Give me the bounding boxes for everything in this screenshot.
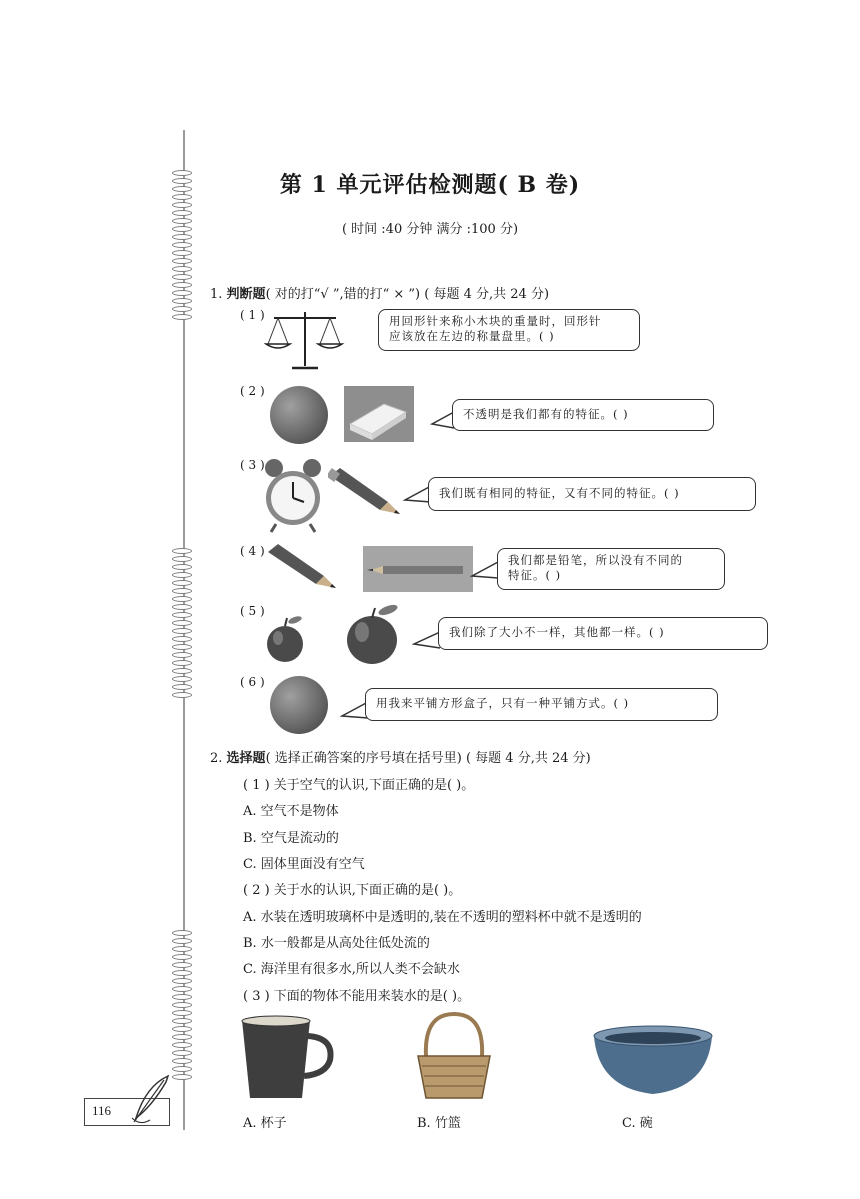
- option-c-label: C. 碗: [622, 1116, 653, 1131]
- statement-bubble-4: [497, 548, 725, 590]
- statement-bubble-2: [452, 399, 714, 431]
- option-a-label: A. 杯子: [243, 1116, 287, 1131]
- alarm-clock-icon: [262, 458, 324, 534]
- cup-icon: [236, 1014, 336, 1102]
- page-subtitle: ( 时间 :40 分钟 满分 :100 分): [341, 222, 519, 237]
- question-number: ( 3 ): [240, 458, 265, 472]
- statement-bubble-6: [365, 688, 718, 721]
- statement-text: 用我来平铺方形盒子，只有一种平铺方式。( ): [376, 696, 630, 710]
- statement-text: 我们既有相同的特征，又有不同的特征。( ): [439, 486, 680, 500]
- section2-heading: [210, 747, 591, 766]
- section1-number: 1.: [210, 287, 223, 302]
- long-pencil-icon: [363, 546, 473, 592]
- question-number: ( 4 ): [240, 544, 265, 558]
- question-number: ( 2 ): [240, 384, 265, 398]
- statement-text: 应该放在左边的称量盘里。( ): [389, 329, 555, 343]
- binding-coils-middle: [172, 548, 194, 700]
- statement-bubble-5: [438, 617, 768, 650]
- question-text: ( 2 ) 关于水的认识,下面正确的是( )。: [243, 883, 462, 898]
- statement-text: 我们都是铅笔，所以没有不同的: [508, 553, 683, 567]
- question-number: ( 5 ): [240, 604, 265, 618]
- quill-pen-icon: [128, 1074, 172, 1128]
- sphere-icon: [268, 675, 332, 737]
- question-text: ( 3 ) 下面的物体不能用来装水的是( )。: [243, 989, 471, 1004]
- option-text: B. 水一般都是从高处往低处流的: [243, 936, 430, 951]
- statement-text: 我们除了大小不一样，其他都一样。( ): [449, 625, 665, 639]
- basket-icon: [414, 1010, 494, 1102]
- small-apple-icon: [264, 614, 306, 664]
- option-text: C. 海洋里有很多水,所以人类不会缺水: [243, 962, 460, 977]
- section1-title: 判断题: [226, 287, 266, 302]
- large-apple-icon: [344, 602, 406, 666]
- pencil-icon: [328, 466, 406, 518]
- question-text: ( 1 ) 关于空气的认识,下面正确的是( )。: [243, 778, 475, 793]
- statement-text: 特征。( ): [508, 568, 562, 582]
- bubble-tail-icon: [470, 560, 500, 582]
- eraser-icon: [344, 386, 414, 442]
- pencil-icon: [266, 544, 340, 590]
- section2-title: 选择题: [226, 751, 266, 766]
- statement-bubble-3: [428, 477, 756, 511]
- statement-text: 不透明是我们都有的特征。( ): [463, 407, 629, 421]
- balance-scale-icon: [264, 308, 346, 372]
- option-b-label: B. 竹篮: [417, 1116, 461, 1131]
- option-text: A. 水装在透明玻璃杯中是透明的,装在不透明的塑料杯中就不是透明的: [243, 910, 642, 925]
- bowl-icon: [590, 1022, 716, 1098]
- section1-instructions: ( 对的打“√ ”,错的打“ × ”) ( 每题 4 分,共 24 分): [265, 287, 550, 302]
- question-number: ( 1 ): [240, 308, 265, 322]
- section2-instructions: ( 选择正确答案的序号填在括号里) ( 每题 4 分,共 24 分): [265, 751, 591, 766]
- statement-text: 用回形针来称小木块的重量时，回形针: [389, 314, 602, 328]
- section1-heading: [210, 283, 549, 302]
- section2-number: 2.: [210, 751, 223, 766]
- option-text: B. 空气是流动的: [243, 831, 339, 846]
- question-number: ( 6 ): [240, 675, 265, 689]
- option-text: C. 固体里面没有空气: [243, 857, 365, 872]
- statement-bubble-1: [378, 309, 640, 351]
- option-text: A. 空气不是物体: [243, 804, 339, 819]
- binding-coils-bottom: [172, 930, 194, 1082]
- page-number: 116: [92, 1103, 112, 1118]
- sphere-icon: [268, 385, 332, 447]
- page-title: 第 1 单元评估检测题( B 卷): [279, 172, 581, 198]
